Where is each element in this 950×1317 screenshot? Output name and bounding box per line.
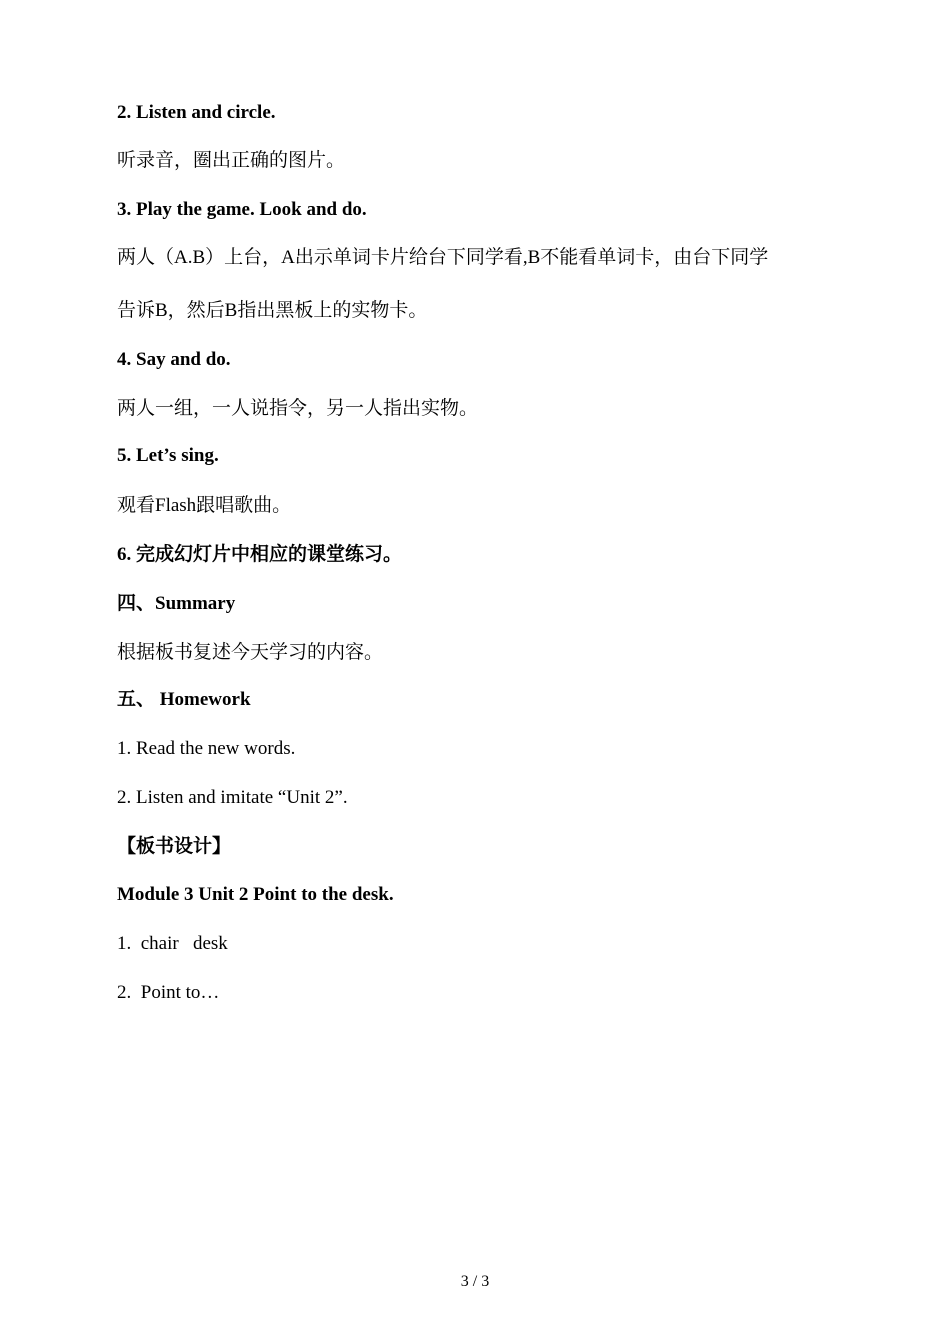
homework-item-1: 1. Read the new words.: [117, 738, 296, 759]
instruction-lets-sing: 观看Flash跟唱歌曲。: [117, 495, 292, 516]
instruction-listen-circle: 听录音，圈出正确的图片。: [117, 150, 346, 171]
instruction-game-line-1: 两人（A.B）上台，A出示单词卡片给台下同学看,B不能看单词卡，由台下同学: [117, 247, 769, 268]
board-item-1: 1. chair desk: [117, 933, 228, 954]
board-item-2: 2. Point to…: [117, 982, 220, 1003]
heading-lets-sing: 5. Let’s sing.: [117, 445, 219, 466]
instruction-game-line-2: 告诉B，然后B指出黑板上的实物卡。: [117, 300, 428, 321]
page-number: 3 / 3: [460, 1273, 490, 1290]
heading-listen-and-circle: 2. Listen and circle.: [117, 102, 276, 123]
board-title: Module 3 Unit 2 Point to the desk.: [117, 884, 394, 905]
instruction-say-and-do: 两人一组，一人说指令，另一人指出实物。: [117, 398, 479, 419]
instruction-summary: 根据板书复述今天学习的内容。: [117, 642, 384, 663]
heading-board-design: 【板书设计】: [117, 836, 232, 857]
homework-item-2: 2. Listen and imitate “Unit 2”.: [117, 787, 348, 808]
heading-say-and-do: 4. Say and do.: [117, 349, 231, 370]
heading-play-the-game: 3. Play the game. Look and do.: [117, 199, 367, 220]
heading-homework: 五、 Homework: [117, 689, 251, 710]
heading-classroom-exercise: 6. 完成幻灯片中相应的课堂练习。: [117, 544, 403, 565]
heading-summary: 四、Summary: [117, 593, 236, 614]
